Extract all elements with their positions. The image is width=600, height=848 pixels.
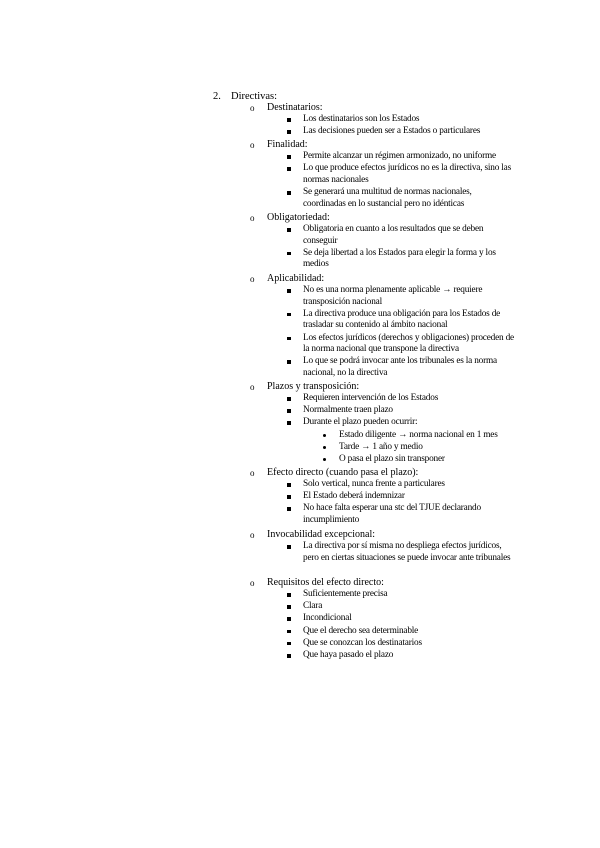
list-item-text: La directiva por sí misma no despliega efectos jurídicos, pero en ciertas situaciones se puede invocar ante tribunales xyxy=(303,541,511,563)
square-bullet-icon xyxy=(287,313,291,317)
square-bullet-icon xyxy=(287,289,291,293)
square-bullet-icon xyxy=(287,155,291,159)
list-item-text: No es una norma plenamente aplicable → requiere transposición nacional xyxy=(303,285,483,307)
list-item-text: Obligatoria en cuanto a los resultados que se deben conseguir xyxy=(303,224,484,246)
hollow-bullet-icon: o xyxy=(250,382,255,392)
square-bullet-icon xyxy=(287,654,291,658)
section-title: Aplicabilidad: xyxy=(267,273,325,284)
square-bullet-icon xyxy=(287,630,291,634)
heading-label: Directivas: xyxy=(231,91,278,102)
section-title: Obligatoriedad: xyxy=(267,212,330,223)
hollow-bullet-icon: o xyxy=(250,140,255,150)
list-item-text: Clara xyxy=(303,601,323,612)
hollow-bullet-icon: o xyxy=(250,530,255,540)
sub-list-item-text: O pasa el plazo sin transponer xyxy=(339,454,445,464)
list-item-text: Permite alcanzar un régimen armonizado, no uniforme xyxy=(303,151,496,161)
hollow-bullet-icon: o xyxy=(250,274,255,284)
square-bullet-icon xyxy=(287,360,291,364)
sub-list-item-text: Tarde → 1 año y medio xyxy=(339,441,423,452)
square-bullet-icon xyxy=(287,252,291,256)
list-item-text: Lo que produce efectos jurídicos no es la directiva, sino las normas nacionales xyxy=(303,163,512,185)
hollow-bullet-icon: o xyxy=(250,468,255,478)
section-title: Destinatarios: xyxy=(267,102,323,113)
list-item-text: Incondicional xyxy=(303,613,352,624)
square-bullet-icon xyxy=(287,483,291,487)
sub-list-item-text: Estado diligente → norma nacional en 1 mes xyxy=(339,429,498,440)
square-bullet-icon xyxy=(287,642,291,646)
list-item-text: El Estado deberá indemnizar xyxy=(303,491,405,502)
list-item-text: Durante el plazo pueden ocurrir: xyxy=(303,417,418,428)
square-bullet-icon xyxy=(287,397,291,401)
list-item-text: La directiva produce una obligación para los Estados de trasladar su contenido al ámbito nacional xyxy=(303,308,501,331)
square-bullet-icon xyxy=(287,617,291,621)
square-bullet-icon xyxy=(287,545,291,549)
list-item-text: Solo vertical, nunca frente a particulares xyxy=(303,479,445,489)
square-bullet-icon xyxy=(287,191,291,195)
list-item-text: Los efectos jurídicos (derechos y obligaciones) proceden de la norma nacional que transpone la directiva xyxy=(303,332,514,355)
square-bullet-icon xyxy=(287,495,291,499)
square-bullet-icon xyxy=(287,228,291,232)
square-bullet-icon xyxy=(287,421,291,425)
list-item-text: Que el derecho sea determinable xyxy=(303,625,419,636)
list-item-text: Las decisiones pueden ser a Estados o particulares xyxy=(303,126,481,137)
heading-number: 2. xyxy=(213,91,221,102)
section-title: Invocabilidad excepcional: xyxy=(267,529,376,540)
section-title: Efecto directo (cuando pasa el plazo): xyxy=(267,467,419,478)
square-bullet-icon xyxy=(287,507,291,511)
square-bullet-icon xyxy=(287,130,291,134)
square-bullet-icon xyxy=(287,167,291,171)
square-bullet-icon xyxy=(287,593,291,597)
list-item-text: Se generará una multitud de normas nacionales, coordinadas en lo sustancial pero no idénticas xyxy=(303,187,472,209)
list-item-text: Que se conozcan los destinatarios xyxy=(303,637,422,648)
list-item-text: No hace falta esperar una stc del TJUE declarando incumplimiento xyxy=(303,503,481,525)
square-bullet-icon xyxy=(287,118,291,122)
section-title: Plazos y transposición: xyxy=(267,381,360,392)
list-item-text: Que haya pasado el plazo xyxy=(303,650,394,660)
round-bullet-icon xyxy=(323,458,326,461)
section-title: Finalidad: xyxy=(267,139,308,150)
hollow-bullet-icon: o xyxy=(250,213,255,223)
list-item-text: Normalmente traen plazo xyxy=(303,405,393,416)
list-item-text: Requieren intervención de los Estados xyxy=(303,393,439,403)
hollow-bullet-icon: o xyxy=(250,103,255,113)
section-title: Requisitos del efecto directo: xyxy=(267,577,384,588)
round-bullet-icon xyxy=(323,446,326,449)
round-bullet-icon xyxy=(323,434,326,437)
list-item-text: Suficientemente precisa xyxy=(303,589,388,599)
list-item-text: Lo que se podrá invocar ante los tribunales es la norma nacional, no la directiva xyxy=(303,356,497,378)
square-bullet-icon xyxy=(287,409,291,413)
hollow-bullet-icon: o xyxy=(250,578,255,588)
list-item-text: Los destinatarios son los Estados xyxy=(303,114,420,124)
square-bullet-icon xyxy=(287,605,291,609)
list-item-text: Se deja libertad a los Estados para elegir la forma y los medios xyxy=(303,247,496,270)
square-bullet-icon xyxy=(287,337,291,341)
